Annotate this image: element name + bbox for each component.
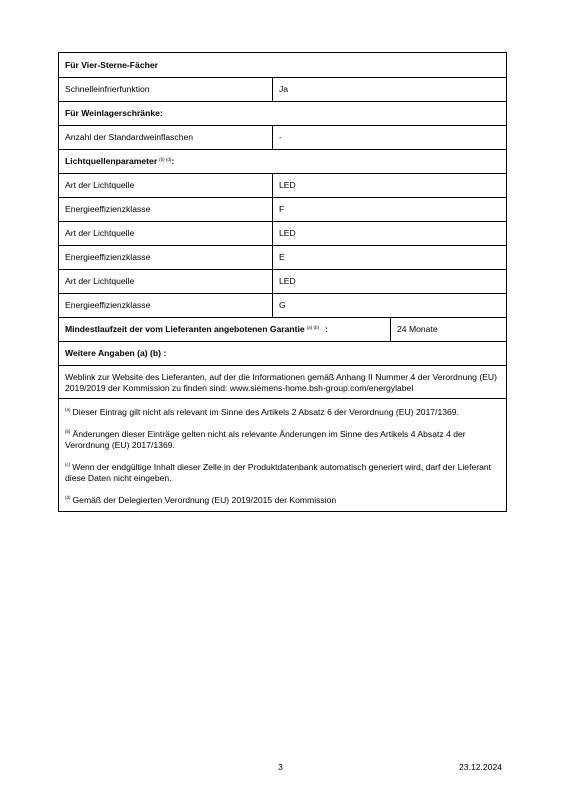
light-row-label: Art der Lichtquelle	[59, 270, 273, 293]
section-wine-row	[59, 101, 506, 125]
footnote-mark: (c)	[65, 462, 71, 468]
light-row	[59, 221, 506, 245]
section-light-label: Lichtquellenparameter	[65, 156, 158, 166]
section-four-star-heading: Für Vier-Sterne-Fächer	[65, 59, 158, 70]
quick-freeze-row	[59, 77, 506, 101]
weblink-row	[59, 365, 506, 398]
page-number: 3	[278, 762, 283, 772]
section-light-heading: Lichtquellenparameter $^{(b) (d)}$ :	[65, 156, 175, 166]
footnote-text: Dieser Eintrag gilt nicht als relevant im Sinne des Artikels 2 Absatz 6 der Verordnung (EU) 2017/1369.	[72, 406, 459, 417]
light-row-value: E	[279, 252, 285, 262]
light-row-value: G	[279, 300, 286, 310]
light-row	[59, 173, 506, 197]
section-light-row	[59, 149, 506, 173]
footnote-text: Gemäß der Delegierten Verordnung (EU) 2019/2015 der Kommission	[72, 494, 337, 505]
light-row-label: Energieeffizienzklasse	[59, 294, 273, 317]
light-row-value: LED	[279, 276, 296, 286]
light-row	[59, 197, 506, 221]
footnote	[65, 493, 500, 505]
light-row-label: Art der Lichtquelle	[59, 174, 273, 197]
footnotes	[59, 399, 506, 511]
footnote-mark: (d)	[65, 495, 71, 501]
wine-bottles-value: -	[279, 132, 282, 142]
footnote	[65, 460, 500, 483]
product-data-table	[58, 52, 507, 512]
light-row	[59, 293, 506, 317]
footnote	[65, 405, 500, 417]
document-date: 23.12.2024	[459, 762, 503, 772]
light-row-label: Art der Lichtquelle	[59, 222, 273, 245]
footnote-mark: (a)	[65, 407, 71, 412]
quick-freeze-value: Ja	[279, 84, 289, 94]
warranty-value: 24 Monate	[397, 324, 438, 334]
section-four-star-row	[59, 53, 506, 77]
supplier-weblink-text: Weblink zur Website des Lieferanten, auf der die Informationen gemäß Anhang II Nummer 4 der Verordnung (EU) 2019/2019 der Kommission zu finden sind: www.siemens-home.bsh-group.com/energylabel	[65, 372, 497, 393]
warranty-label-cell: Mindestlaufzeit der vom Lieferanten angebotenen Garantie $^{(a) (b)}$ :	[59, 318, 391, 341]
section-wine-heading: Für Weinlagerschränke:	[65, 108, 163, 118]
light-row-value: LED	[279, 228, 296, 238]
light-row	[59, 245, 506, 269]
quick-freeze-label: Schnelleinfrierfunktion	[59, 78, 273, 101]
light-row-value: F	[279, 204, 285, 214]
warranty-row	[59, 317, 506, 341]
wine-bottles-label: Anzahl der Standardweinflaschen	[59, 126, 273, 149]
light-row-label: Energieeffizienzklasse	[59, 246, 273, 269]
warranty-suffix: :	[324, 324, 328, 334]
footnote	[65, 427, 500, 450]
light-row-value: LED	[279, 180, 296, 190]
section-more-heading: Weitere Angaben (a) (b) :	[65, 348, 167, 358]
wine-bottles-row	[59, 125, 506, 149]
footnote-text: Änderungen dieser Einträge gelten nicht als relevante Änderungen im Sinne des Artikels 4 Absatz 4 der Verordnung (EU) 2017/1369.	[65, 429, 466, 450]
section-light-suffix: :	[171, 156, 175, 166]
notes-row	[59, 398, 506, 511]
light-row-label: Energieeffizienzklasse	[59, 198, 273, 221]
warranty-label: Mindestlaufzeit der vom Lieferanten angebotenen Garantie	[65, 324, 305, 334]
footnote-mark: (b)	[65, 429, 71, 435]
section-more-row	[59, 341, 506, 365]
light-row	[59, 269, 506, 293]
footnote-text: Wenn der endgültige Inhalt dieser Zelle in der Produktdatenbank automatisch generiert wird, darf der Lieferant diese Daten nicht eingeben.	[65, 462, 492, 483]
